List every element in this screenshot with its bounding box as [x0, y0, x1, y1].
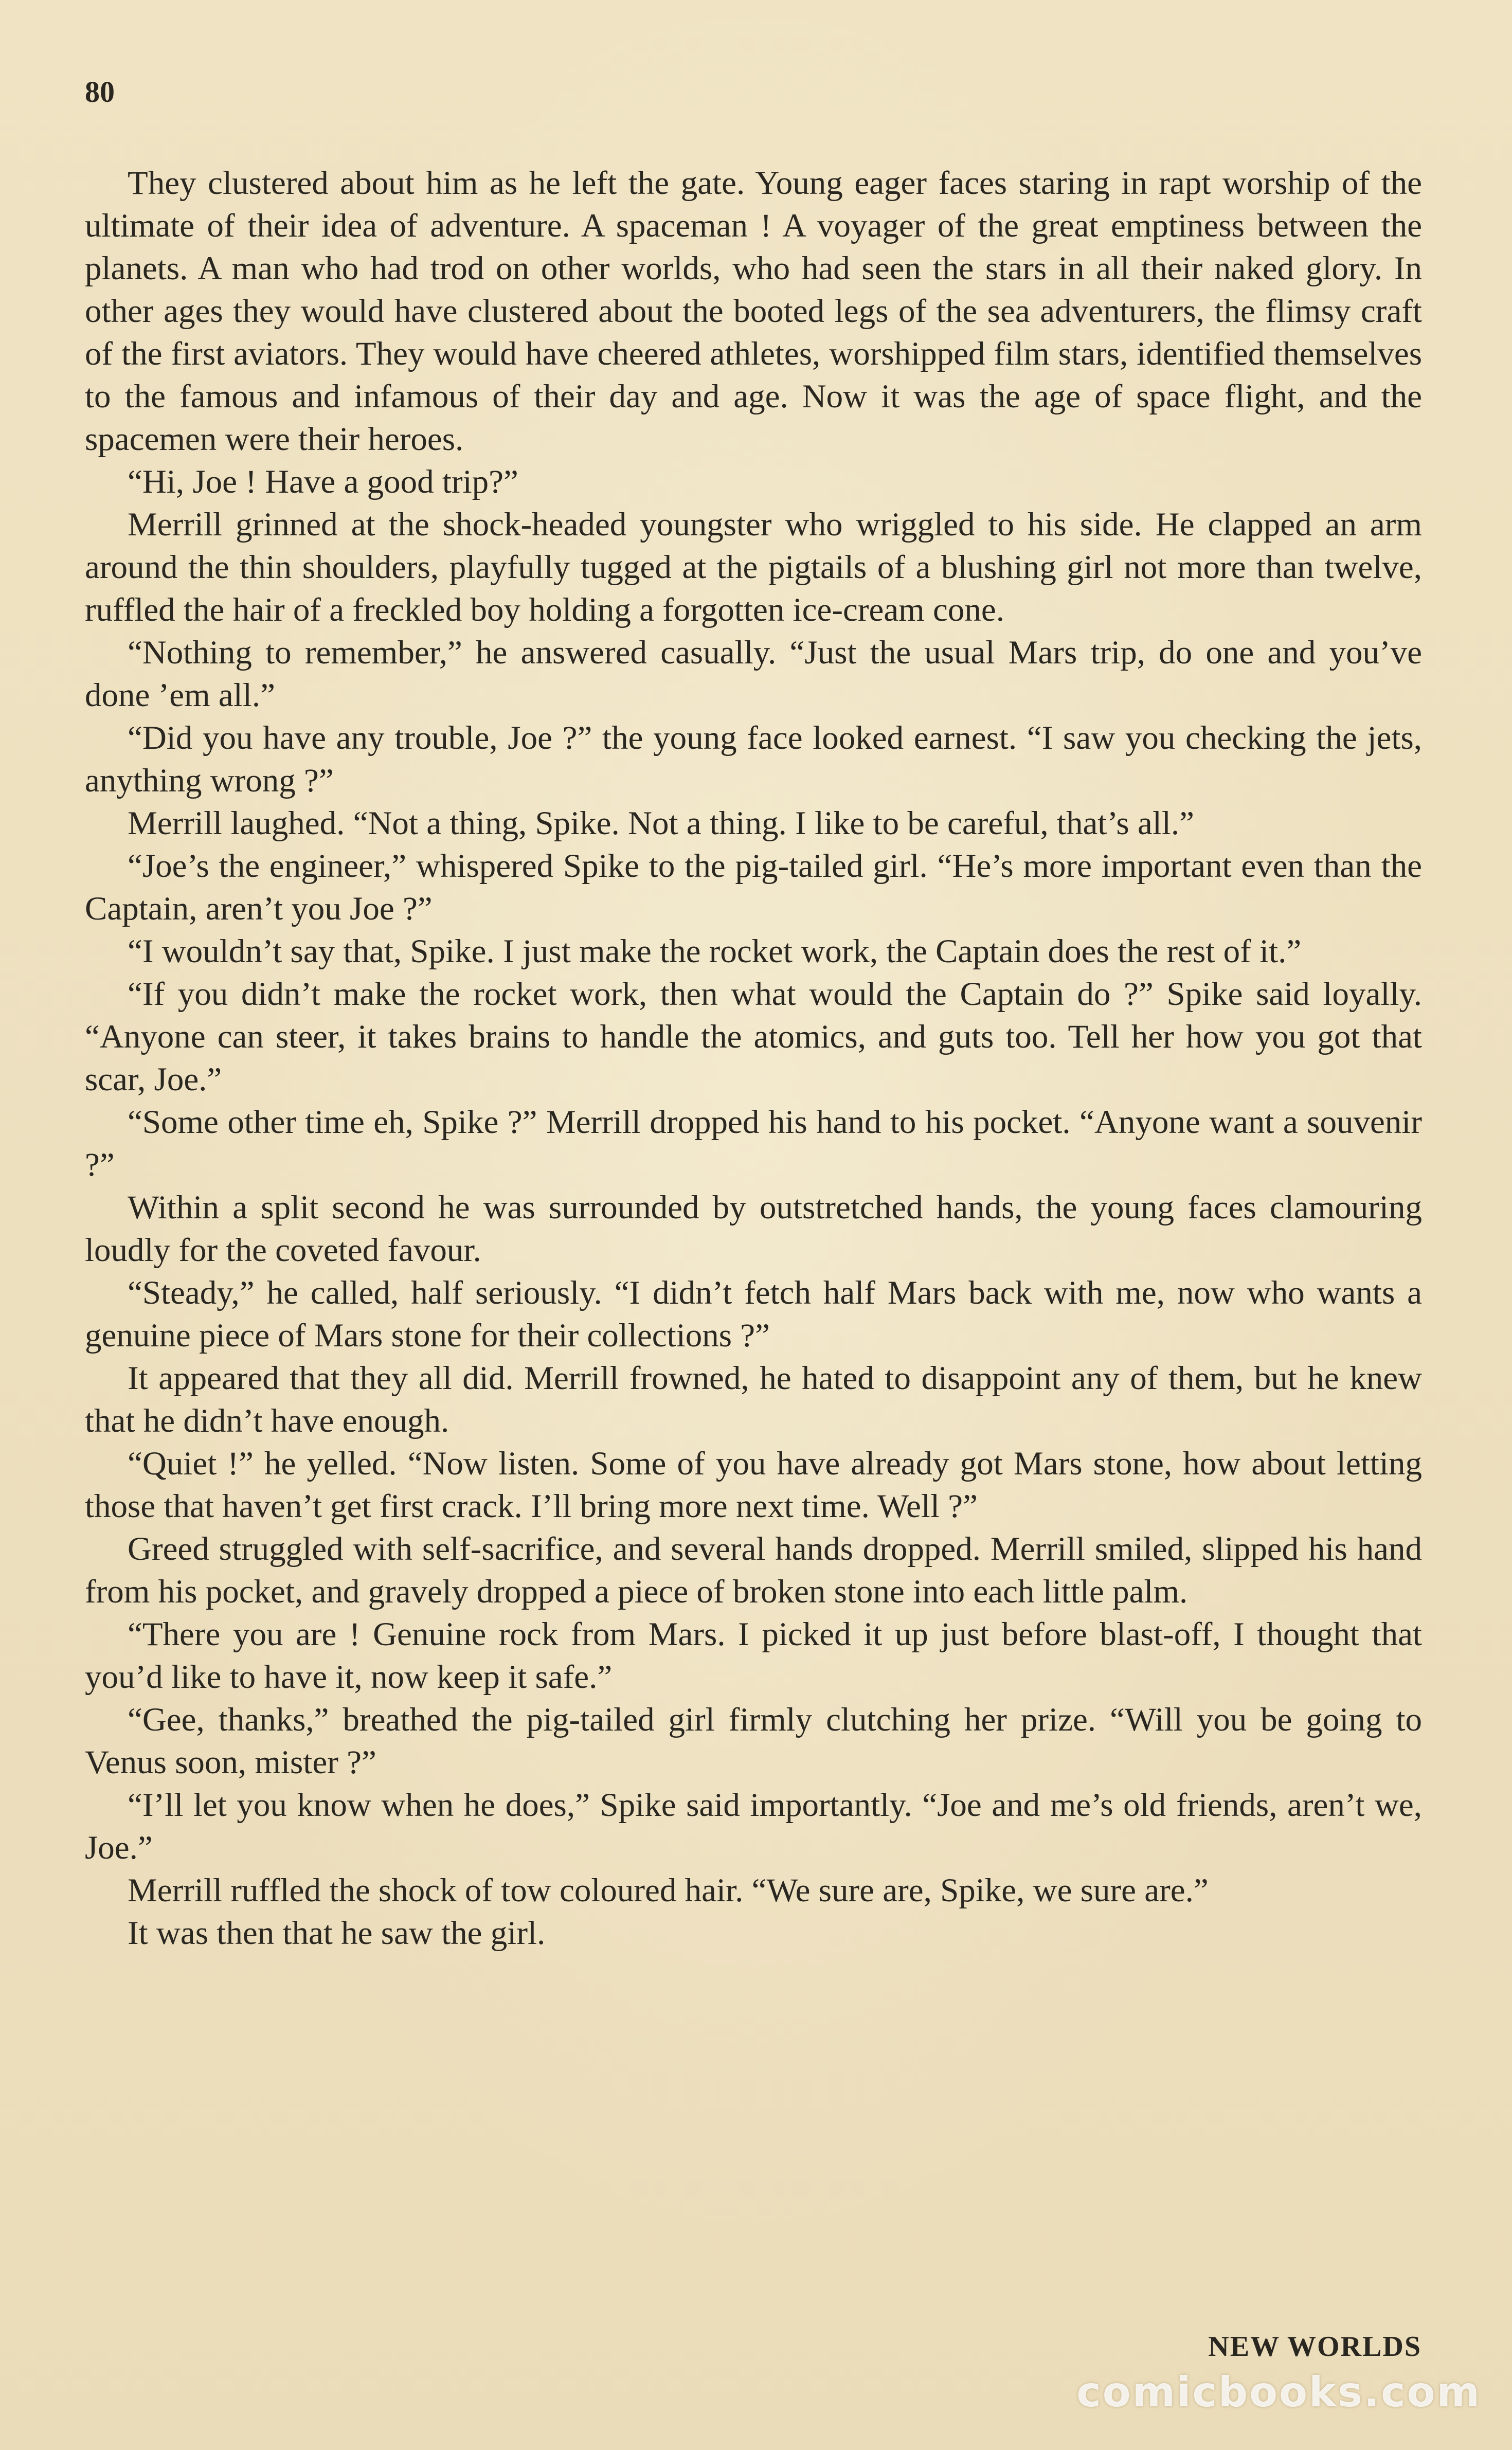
paragraph: Merrill laughed. “Not a thing, Spike. Not a thing. I like to be careful, that’s all.”	[128, 805, 1195, 842]
paragraph: It appeared that they all did. Merrill frowned, he hated to disappoint any of them, but he knew that he didn’t have enough.	[85, 1360, 1422, 1439]
page-number: 80	[85, 75, 115, 109]
paragraph: “Some other time eh, Spike ?” Merrill dropped his hand to his pocket. “Anyone want a souvenir ?”	[85, 1104, 1422, 1183]
paragraph: Merrill grinned at the shock-headed youngster who wriggled to his side. He clapped an arm around the thin shoulders, playfully tugged at the pigtails of a blushing girl not more than twelve, ruffled the hair of a freckled boy holding a forgotten ice-cream cone.	[85, 506, 1422, 628]
paragraph: “Joe’s the engineer,” whispered Spike to the pig-tailed girl. “He’s more important even than the Captain, aren’t you Joe ?”	[85, 848, 1422, 927]
site-watermark: comicbooks.com	[1076, 2368, 1481, 2416]
paragraph: “Hi, Joe ! Have a good trip?”	[128, 463, 518, 500]
magazine-title-footer: NEW WORLDS	[1208, 2331, 1421, 2363]
story-text	[85, 162, 1422, 1955]
paragraph: Greed struggled with self-sacrifice, and several hands dropped. Merrill smiled, slipped his hand from his pocket, and gravely dropped a piece of broken stone into each little palm.	[85, 1530, 1422, 1610]
paragraph: “Did you have any trouble, Joe ?” the young face looked earnest. “I saw you checking the jets, anything wrong ?”	[85, 719, 1422, 799]
paragraph: It was then that he saw the girl.	[128, 1915, 546, 1952]
paragraph: “Steady,” he called, half seriously. “I didn’t fetch half Mars back with me, now who wants a genuine piece of Mars stone for their collections ?”	[85, 1274, 1422, 1354]
paragraph: “Quiet !” he yelled. “Now listen. Some of you have already got Mars stone, how about letting those that haven’t get first crack. I’ll bring more next time. Well ?”	[85, 1445, 1422, 1525]
paragraph: They clustered about him as he left the gate. Young eager faces staring in rapt worship of the ultimate of their idea of adventure. A spaceman ! A voyager of the great emptiness between the planets. A man who had trod on other worlds, who had seen the stars in all their naked glory. In other ages they would have clustered about the booted legs of the sea adventurers, the flimsy craft of the first aviators. They would have cheered athletes, worshipped film stars, identified themselves to the famous and infamous of their day and age. Now it was the age of space flight, and the spacemen were their heroes.	[85, 165, 1422, 458]
paragraph: “I wouldn’t say that, Spike. I just make the rocket work, the Captain does the rest of it.”	[128, 933, 1302, 970]
paragraph: “Nothing to remember,” he answered casually. “Just the usual Mars trip, do one and you’ve done ’em all.”	[85, 634, 1422, 714]
paragraph: Within a split second he was surrounded by outstretched hands, the young faces clamouring loudly for the coveted favour.	[85, 1189, 1422, 1269]
paragraph: Merrill ruffled the shock of tow coloured hair. “We sure are, Spike, we sure are.”	[128, 1872, 1209, 1909]
paragraph: “There you are ! Genuine rock from Mars. I picked it up just before blast-off, I thought that you’d like to have it, now keep it safe.”	[85, 1616, 1422, 1696]
paragraph: “I’ll let you know when he does,” Spike said importantly. “Joe and me’s old friends, aren’t we, Joe.”	[85, 1787, 1422, 1866]
paragraph: “If you didn’t make the rocket work, then what would the Captain do ?” Spike said loyally. “Anyone can steer, it takes brains to handle the atomics, and guts too. Tell her how you got that scar, Joe.”	[85, 976, 1422, 1098]
paragraph: “Gee, thanks,” breathed the pig-tailed girl firmly clutching her prize. “Will you be going to Venus soon, mister ?”	[85, 1701, 1422, 1781]
